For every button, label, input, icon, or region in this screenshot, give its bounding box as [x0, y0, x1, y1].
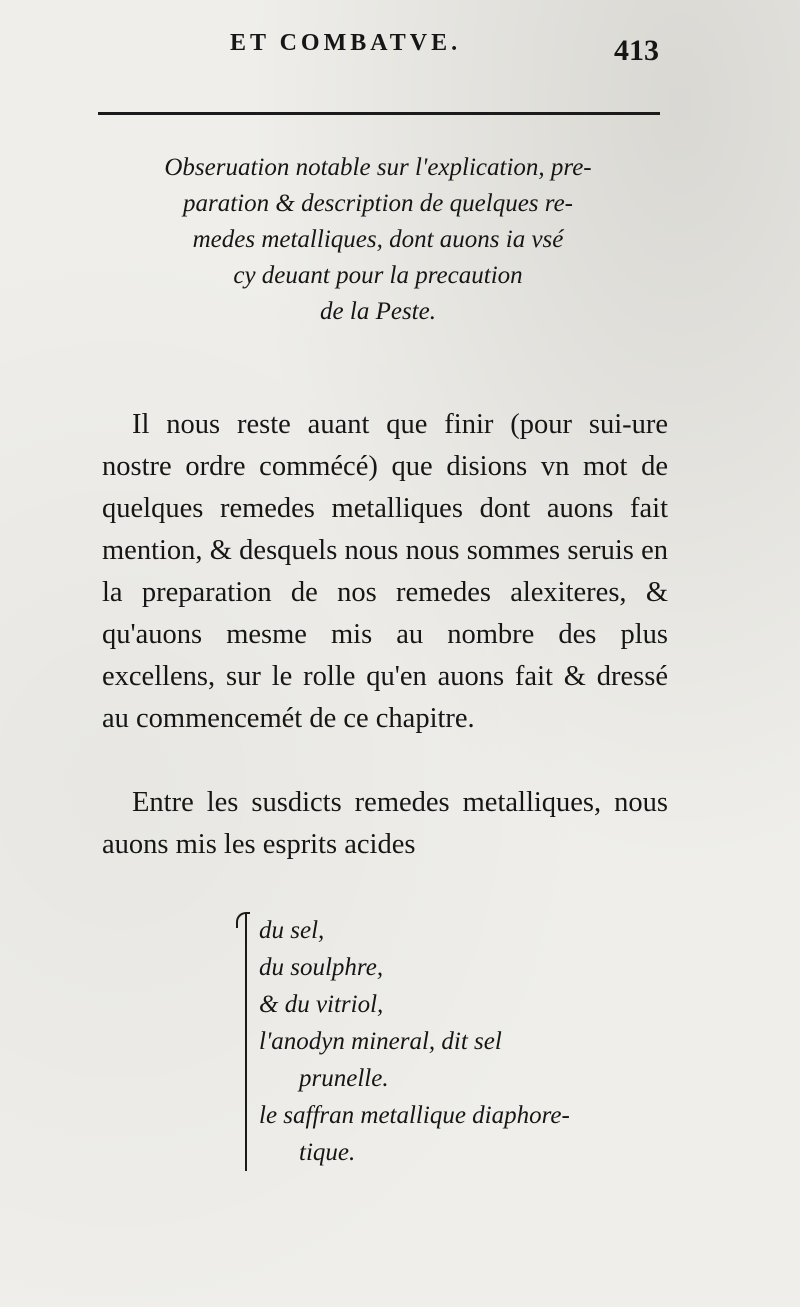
section-title-line: medes metalliques, dont auons ia vsé	[192, 226, 564, 253]
section-title-line: cy deuant pour la precaution	[233, 262, 523, 289]
list-item: l'anodyn mineral, dit sel	[259, 1028, 502, 1055]
section-title-line: de la Peste.	[320, 298, 436, 325]
section-title-line: Obseruation notable sur l'explication, pre-	[164, 154, 592, 181]
running-title: ET COMBATVE.	[230, 30, 462, 56]
list-item: tique.	[299, 1139, 356, 1166]
list-item: & du vitriol,	[259, 991, 384, 1018]
header-rule	[98, 112, 660, 115]
list-item: du sel,	[259, 917, 325, 944]
enumeration-list	[245, 912, 570, 1171]
list-item: prunelle.	[299, 1065, 389, 1092]
body-paragraph-1: Il nous reste auant que finir (pour sui-ure nostre ordre commécé) que disions vn mot de quelques remedes metalliques dont auons fait mention, & desquels nous nous sommes seruis en la preparation de nos remedes alexiteres, & qu'auons mesme mis au nombre des plus excellens, sur le rolle qu'en auons fait & dressé au commencemét de ce chapitre.	[102, 409, 668, 734]
page-number: 413	[614, 34, 659, 67]
body-paragraph-2: Entre les susdicts remedes metalliques, nous auons mis les esprits acides	[102, 787, 668, 860]
section-title	[100, 150, 656, 330]
section-title-line: paration & description de quelques re-	[183, 190, 573, 217]
list-item: du soulphre,	[259, 954, 384, 981]
list-item: le saffran metallique diaphore-	[259, 1102, 570, 1129]
